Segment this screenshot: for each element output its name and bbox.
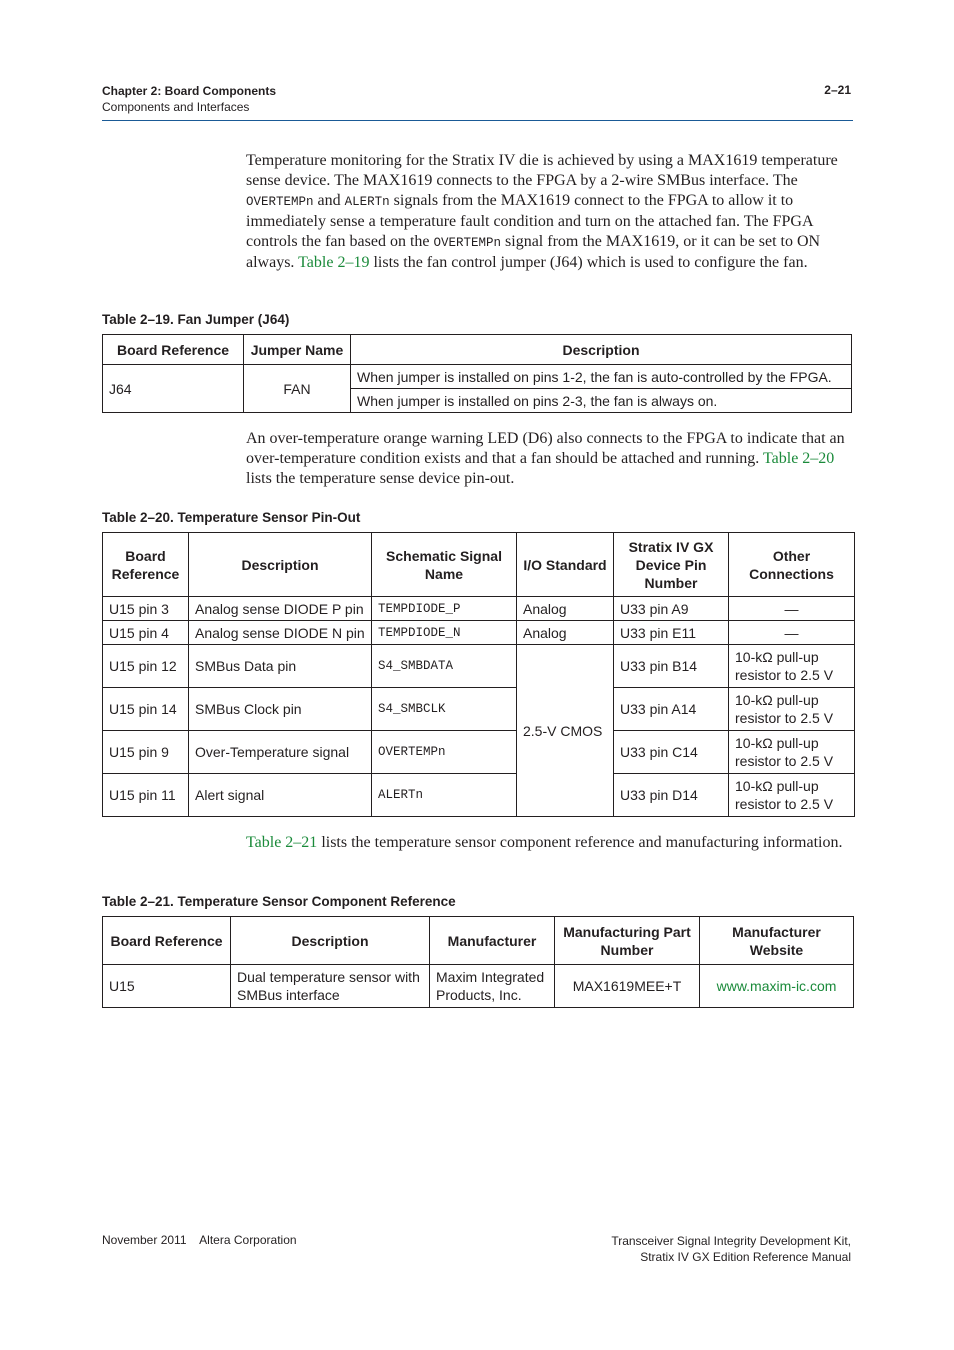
- other-connections-cell: 10-kΩ pull-up resistor to 2.5 V: [729, 645, 855, 688]
- description-cell: Over-Temperature signal: [189, 731, 372, 774]
- link-table-2-20[interactable]: Table 2–20: [763, 450, 835, 467]
- device-pin-cell: U33 pin B14: [614, 645, 729, 688]
- header-divider: [102, 120, 853, 121]
- column-header: Board Reference: [103, 533, 189, 597]
- other-connections-cell: 10-kΩ pull-up resistor to 2.5 V: [729, 774, 855, 817]
- description-cell: When jumper is installed on pins 1-2, the fan is auto-controlled by the FPGA.: [351, 365, 852, 389]
- description-cell: Analog sense DIODE N pin: [189, 621, 372, 645]
- board-reference-cell: U15 pin 3: [103, 597, 189, 621]
- footer-title: [611, 1233, 851, 1265]
- description-cell: Analog sense DIODE P pin: [189, 597, 372, 621]
- jumper-name-cell: FAN: [244, 365, 351, 413]
- signal-name-cell: S4_SMBCLK: [372, 688, 517, 731]
- manufacturer-website-link[interactable]: www.maxim-ic.com: [700, 965, 854, 1008]
- signal-name-cell: ALERTn: [372, 774, 517, 817]
- text: Temperature monitoring for the Stratix IV die is achieved by using a MAX1619 temperature sense device. The MAX1619 connects to the FPGA by a 2-wire SMBus interface. The: [246, 152, 838, 189]
- column-header: Board Reference: [103, 335, 244, 365]
- board-reference-cell: J64: [103, 365, 244, 413]
- chapter-title: Chapter 2: Board Components: [102, 84, 277, 98]
- board-reference-cell: U15 pin 9: [103, 731, 189, 774]
- column-header: Description: [231, 917, 430, 965]
- description-cell: SMBus Clock pin: [189, 688, 372, 731]
- text: and: [313, 192, 345, 209]
- code-overtempn: OVERTEMPn: [433, 236, 502, 250]
- other-connections-cell: —: [729, 621, 855, 645]
- link-table-2-19[interactable]: Table 2–19: [298, 254, 370, 271]
- footer-title-line: Transceiver Signal Integrity Development Kit,: [611, 1234, 851, 1248]
- description-cell: SMBus Data pin: [189, 645, 372, 688]
- manufacturer-cell: Maxim Integrated Products, Inc.: [430, 965, 555, 1008]
- column-header: Schematic Signal Name: [372, 533, 517, 597]
- page-number: 2–21: [824, 83, 851, 97]
- column-header: Jumper Name: [244, 335, 351, 365]
- column-header: Manufacturer: [430, 917, 555, 965]
- text: lists the temperature sensor component reference and manufacturing information.: [317, 834, 843, 851]
- table-row: [103, 365, 852, 389]
- table-row: [103, 597, 855, 621]
- table-fan-jumper: [102, 334, 852, 413]
- text: lists the fan control jumper (J64) which is used to configure the fan.: [369, 254, 808, 271]
- link-table-2-21[interactable]: Table 2–21: [246, 834, 318, 851]
- column-header: Description: [351, 335, 852, 365]
- column-header: Other Connections: [729, 533, 855, 597]
- device-pin-cell: U33 pin E11: [614, 621, 729, 645]
- table-row: [103, 621, 855, 645]
- table-row: [103, 965, 854, 1008]
- paragraph-component-reference: [246, 833, 858, 853]
- table-row: [103, 731, 855, 774]
- part-number-cell: MAX1619MEE+T: [555, 965, 700, 1008]
- board-reference-cell: U15 pin 11: [103, 774, 189, 817]
- footer-title-line: Stratix IV GX Edition Reference Manual: [640, 1250, 851, 1264]
- footer-date: November 2011 Altera Corporation: [102, 1233, 297, 1247]
- text: lists the temperature sense device pin-out.: [246, 470, 515, 487]
- io-standard-cell: 2.5-V CMOS: [517, 645, 614, 817]
- column-header: I/O Standard: [517, 533, 614, 597]
- paragraph-temperature-monitoring: [246, 151, 858, 273]
- other-connections-cell: 10-kΩ pull-up resistor to 2.5 V: [729, 731, 855, 774]
- table-2-19-caption: Table 2–19. Fan Jumper (J64): [102, 312, 290, 327]
- board-reference-cell: U15 pin 4: [103, 621, 189, 645]
- signal-name-cell: TEMPDIODE_P: [372, 597, 517, 621]
- device-pin-cell: U33 pin A9: [614, 597, 729, 621]
- device-pin-cell: U33 pin C14: [614, 731, 729, 774]
- text: signals from the MAX1619 connect to the FPGA to allow it to immediately sense a temperature fault condition and turn on the attached fan. The FPGA controls the fan based on the: [246, 192, 813, 250]
- page-header: [102, 83, 276, 115]
- section-title: Components and Interfaces: [102, 100, 250, 114]
- column-header: Board Reference: [103, 917, 231, 965]
- device-pin-cell: U33 pin D14: [614, 774, 729, 817]
- other-connections-cell: —: [729, 597, 855, 621]
- other-connections-cell: 10-kΩ pull-up resistor to 2.5 V: [729, 688, 855, 731]
- signal-name-cell: TEMPDIODE_N: [372, 621, 517, 645]
- board-reference-cell: U15 pin 12: [103, 645, 189, 688]
- column-header: Manufacturing Part Number: [555, 917, 700, 965]
- io-standard-cell: Analog: [517, 621, 614, 645]
- table-temperature-sensor-pinout: [102, 532, 855, 817]
- board-reference-cell: U15: [103, 965, 231, 1008]
- table-temperature-sensor-component: [102, 916, 854, 1008]
- io-standard-cell: Analog: [517, 597, 614, 621]
- text: signal from the MAX1619, or it can be set to ON always.: [246, 233, 821, 271]
- paragraph-led-warning: [246, 429, 858, 489]
- table-2-20-caption: Table 2–20. Temperature Sensor Pin-Out: [102, 510, 361, 525]
- column-header: Stratix IV GX Device Pin Number: [614, 533, 729, 597]
- device-pin-cell: U33 pin A14: [614, 688, 729, 731]
- signal-name-cell: OVERTEMPn: [372, 731, 517, 774]
- code-alertn: ALERTn: [344, 195, 390, 209]
- table-row: [103, 774, 855, 817]
- table-row: [103, 688, 855, 731]
- column-header: Description: [189, 533, 372, 597]
- signal-name-cell: S4_SMBDATA: [372, 645, 517, 688]
- board-reference-cell: U15 pin 14: [103, 688, 189, 731]
- table-2-21-caption: Table 2–21. Temperature Sensor Component Reference: [102, 894, 456, 909]
- text: An over-temperature orange warning LED (D6) also connects to the FPGA to indicate that an over-temperature condition exists and that a fan should be attached and running.: [246, 430, 845, 467]
- code-overtempn: OVERTEMPn: [246, 195, 314, 209]
- description-cell: Alert signal: [189, 774, 372, 817]
- column-header: Manufacturer Website: [700, 917, 854, 965]
- table-row: [103, 645, 855, 688]
- description-cell: When jumper is installed on pins 2-3, the fan is always on.: [351, 389, 852, 413]
- description-cell: Dual temperature sensor with SMBus interface: [231, 965, 430, 1008]
